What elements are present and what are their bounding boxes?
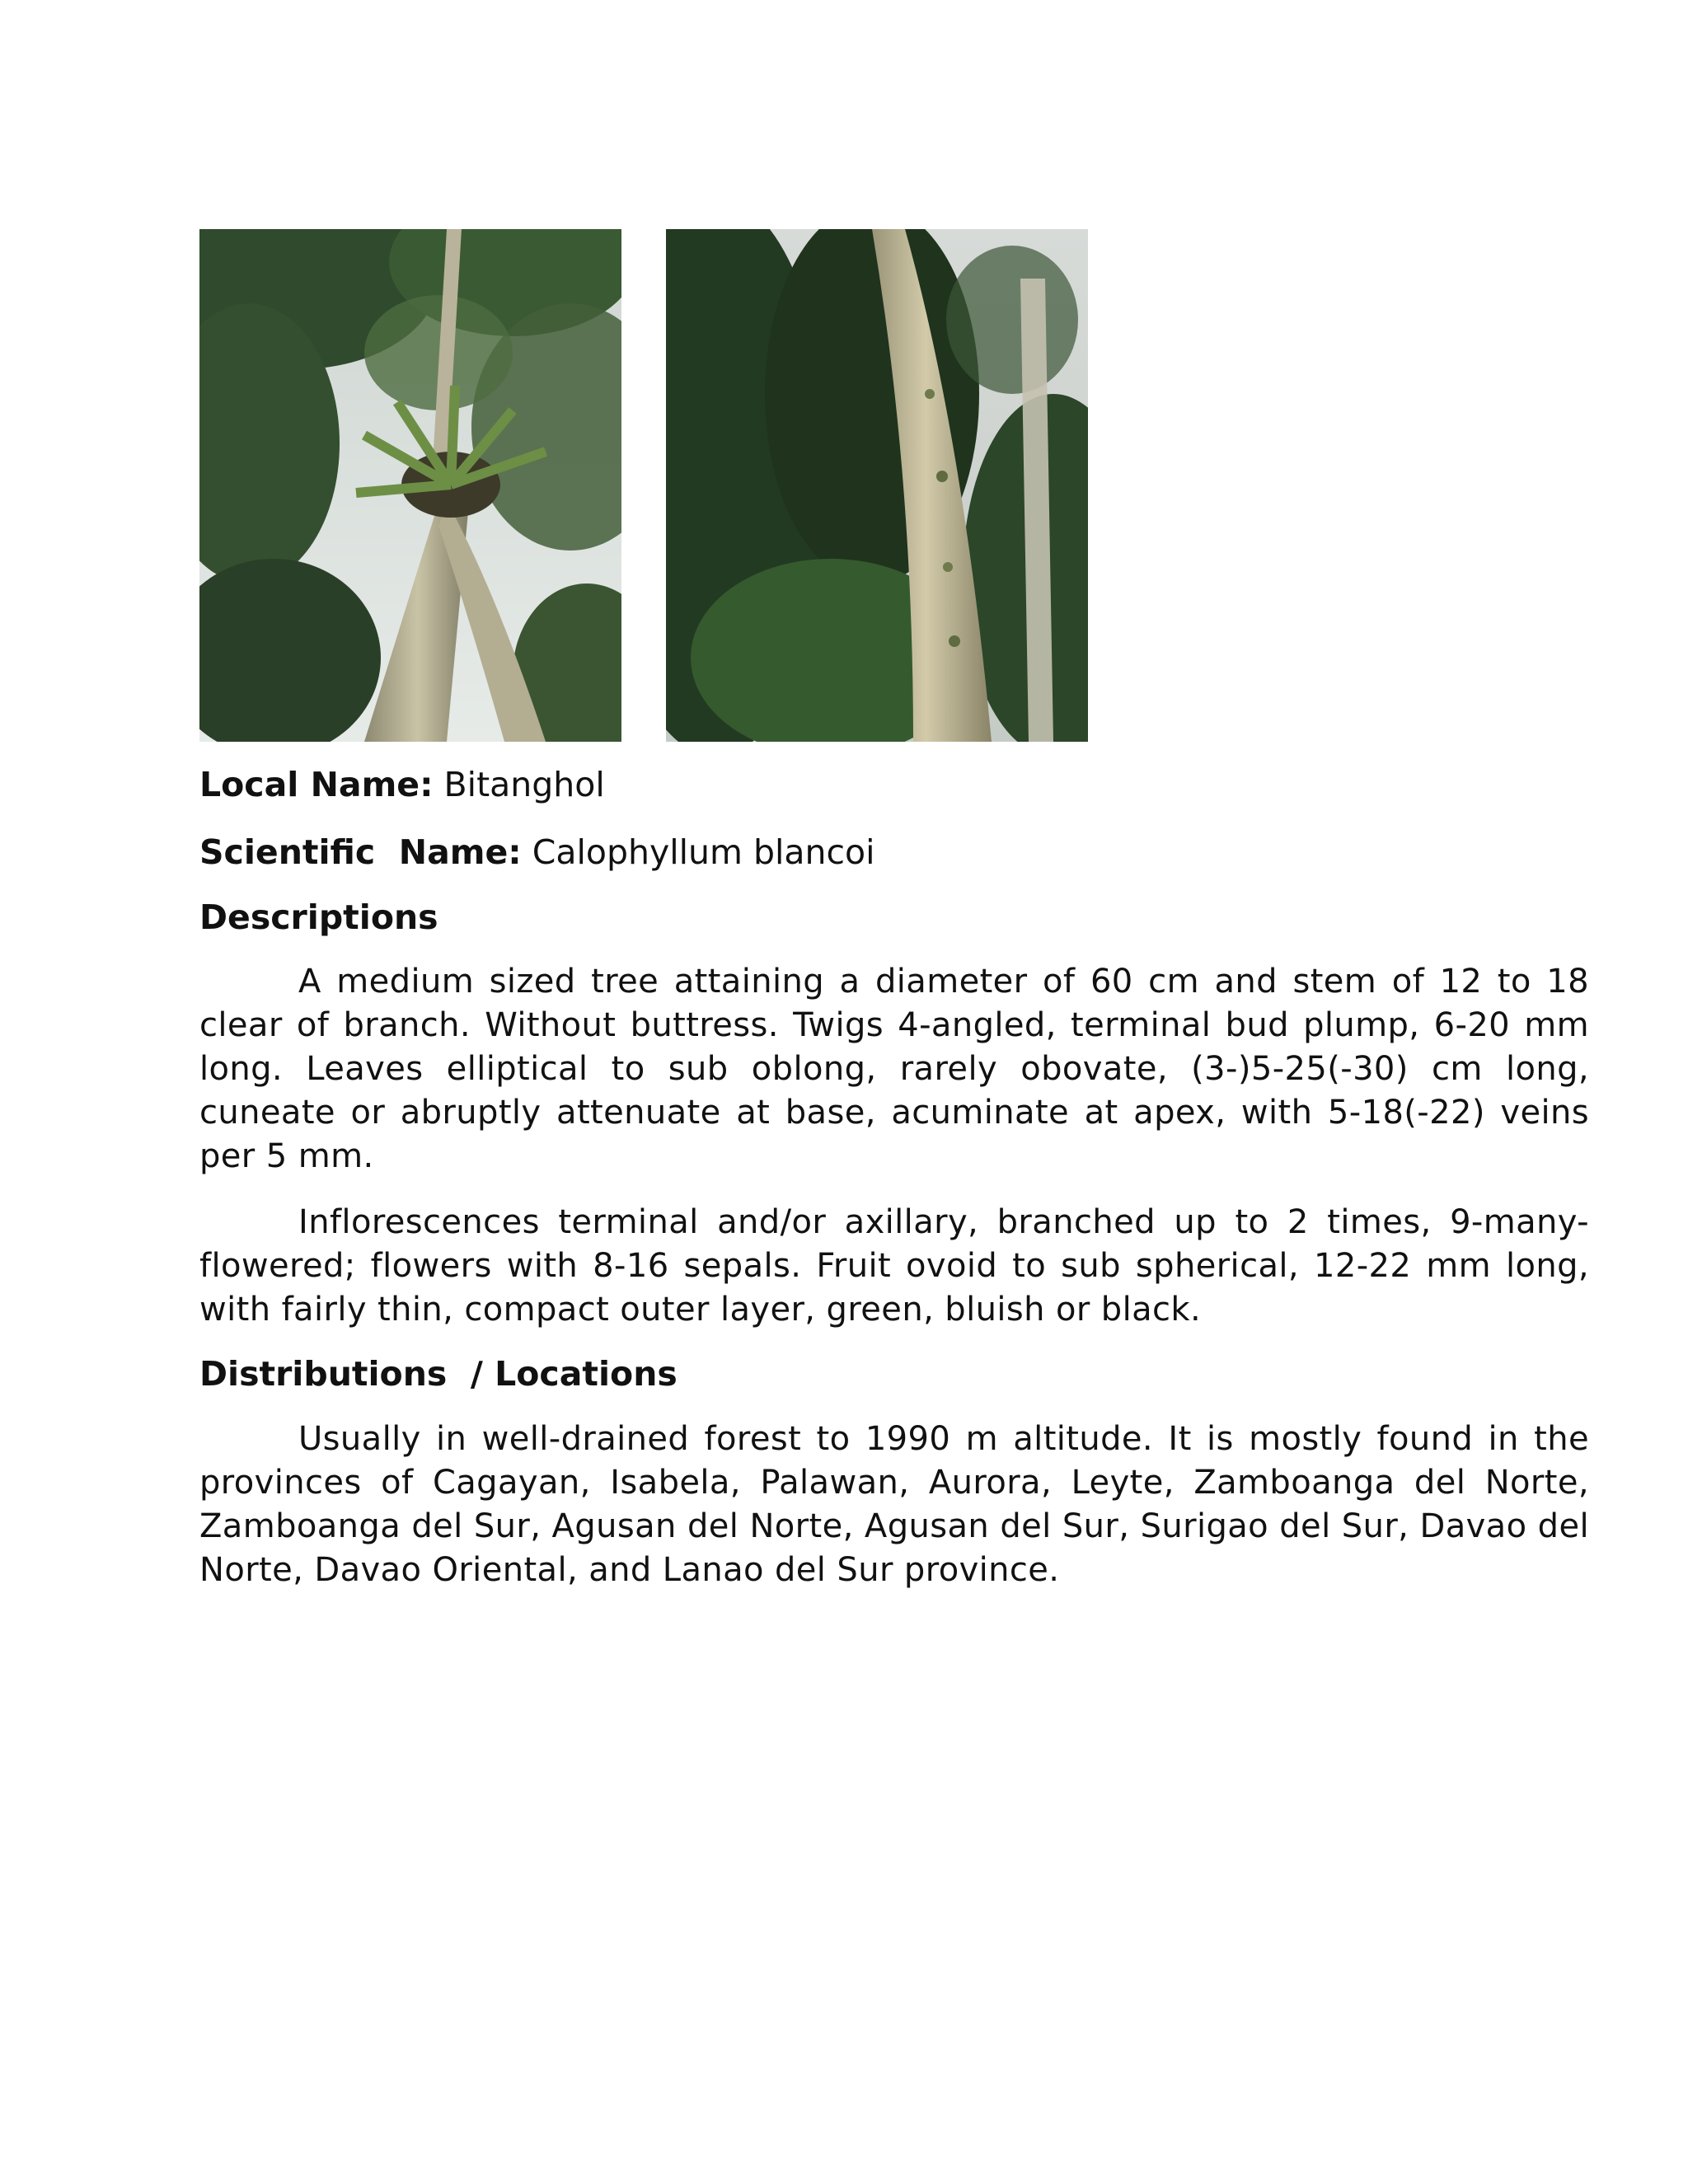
scientific-name-line bbox=[199, 831, 875, 874]
local-name-value: Bitanghol bbox=[443, 765, 605, 804]
descriptions-heading: Descriptions bbox=[199, 898, 438, 937]
description-paragraph-1: A medium sized tree attaining a diameter of 60 cm and stem of 12 to 18 clear of branch. Without buttress. Twigs 4-angled, terminal bud plump, 6-20 mm long. Leaves elliptical to sub oblong, rarely obovate, (3-)5-25(-30) cm long, cuneate or abruptly attenuate at base, acuminate at apex, with 5-18(-22) veins per 5 mm. bbox=[199, 963, 1589, 1175]
description-paragraph-2: Inflorescences terminal and/or axillary, branched up to 2 times, 9-many-flowered; flowers with 8-16 sepals. Fruit ovoid to sub spherical, 12-22 mm long, with fairly thin, compact outer layer, green, bluish or black. bbox=[199, 1203, 1589, 1329]
local-name-label: Local Name: bbox=[199, 765, 434, 804]
distribution-paragraph: Usually in well-drained forest to 1990 m altitude. It is mostly found in the provinces of Cagayan, Isabela, Palawan, Aurora, Leyte, Zamboanga del Norte, Zamboanga del Sur, Agusan del Norte, Agusan del Sur, Surigao del Sur, Davao del Norte, Davao Oriental, and Lanao del Sur province. bbox=[199, 1420, 1589, 1589]
tree-photo-right bbox=[666, 229, 1088, 742]
scientific-name-value: Calophyllum blancoi bbox=[532, 832, 875, 872]
scientific-name-label: Scientific Name: bbox=[199, 832, 522, 872]
tree-photo-left bbox=[199, 229, 621, 742]
distributions-heading: Distributions / Locations bbox=[199, 1354, 678, 1394]
local-name-line bbox=[199, 763, 605, 806]
